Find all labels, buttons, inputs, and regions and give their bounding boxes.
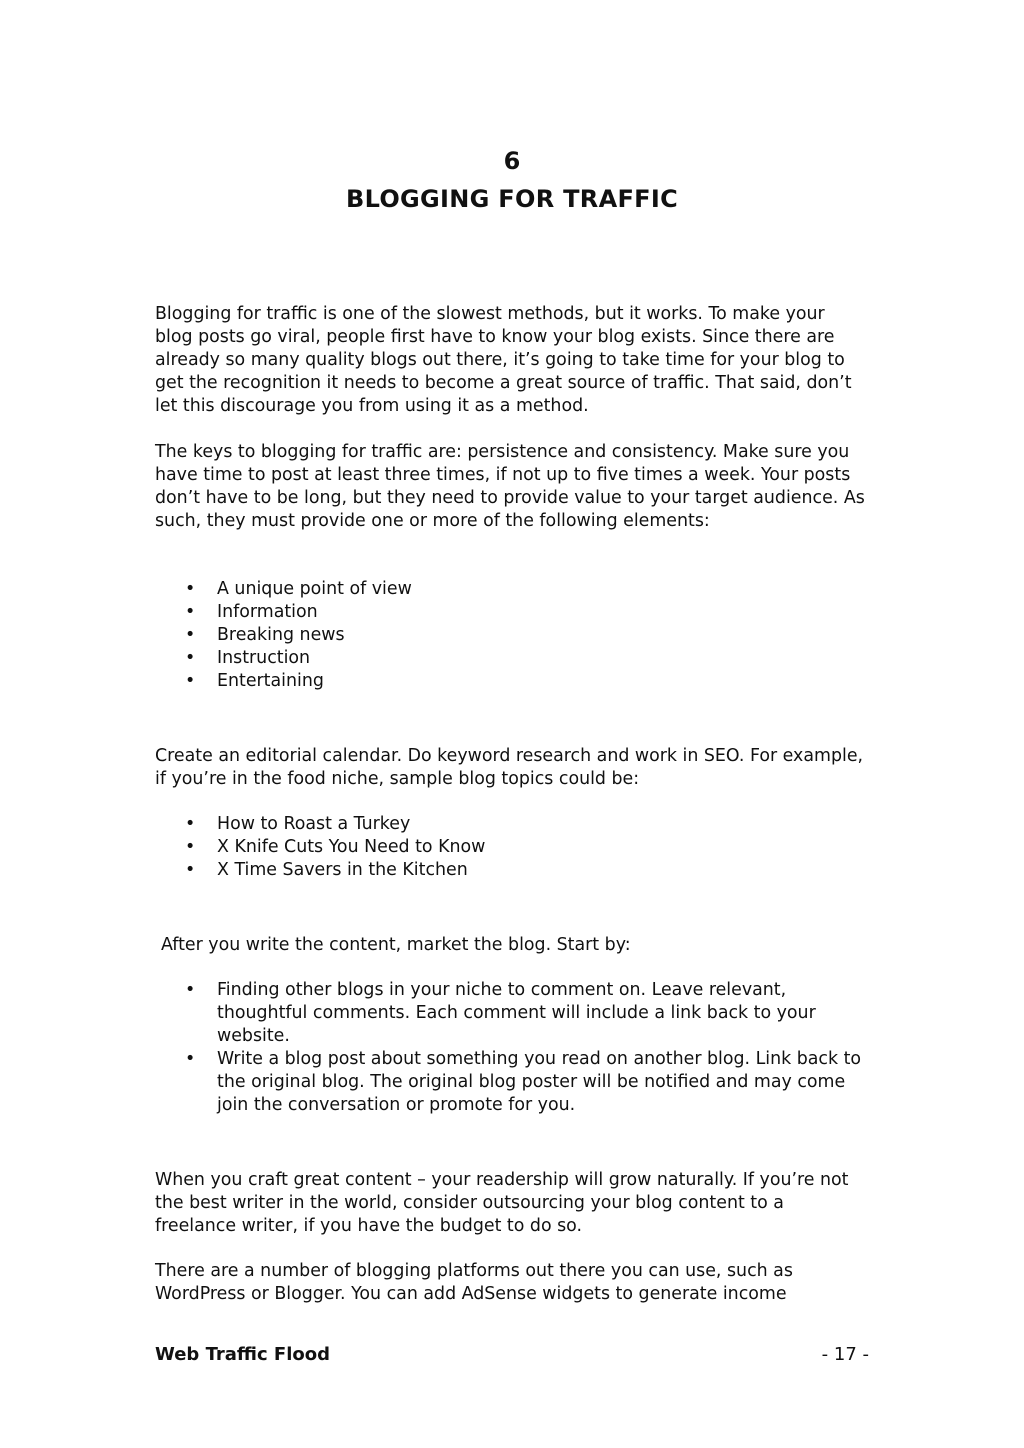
footer-title: Web Traffic Flood	[155, 1344, 330, 1365]
list-item: • A unique point of view	[185, 579, 412, 599]
bullet-icon: •	[185, 602, 196, 622]
chapter-number: 6	[503, 147, 521, 175]
list-item: • Breaking news	[185, 625, 345, 645]
bullet-icon: •	[185, 625, 196, 645]
paragraph-content: When you craft great content – your readership will grow naturally. If you’re not the best writer in the world, consider outsourcing your blog content to a freelance writer, if you have the budget to do so.	[155, 1170, 849, 1236]
list-item: • How to Roast a Turkey	[185, 814, 411, 834]
list-item: • Finding other blogs in your niche to comment on. Leave relevant, thoughtful comments. Each comment will include a link back to your website.	[185, 980, 816, 1046]
topics-list	[155, 813, 867, 882]
list-item: • Entertaining	[185, 671, 324, 691]
bullet-icon: •	[185, 980, 196, 1000]
bullet-icon: •	[185, 671, 196, 691]
marketing-list	[155, 979, 867, 1117]
list-item: • Instruction	[185, 648, 311, 668]
paragraph-intro: Blogging for traffic is one of the slowest methods, but it works. To make your blog posts go viral, people first have to know your blog exists. Since there are already so many quality blogs out there, it’s going to take time for your blog to get the recognition it needs to become a great source of traffic. That said, don’t let this discourage you from using it as a method.	[155, 304, 852, 416]
bullet-icon: •	[185, 1049, 196, 1069]
list-item: • Write a blog post about something you read on another blog. Link back to the original blog. The original blog poster will be notified and may come join the conversation or promote for you.	[185, 1049, 862, 1115]
bullet-icon: •	[185, 579, 196, 599]
list-item: • X Time Savers in the Kitchen	[185, 860, 468, 880]
paragraph-calendar: Create an editorial calendar. Do keyword research and work in SEO. For example, if you’re in the food niche, sample blog topics could be:	[155, 746, 864, 789]
bullet-icon: •	[185, 648, 196, 668]
list-item: • X Knife Cuts You Need to Know	[185, 837, 486, 857]
paragraph-platforms: There are a number of blogging platforms out there you can use, such as WordPress or Blogger. You can add AdSense widgets to generate income	[155, 1261, 793, 1304]
page-number: - 17 -	[821, 1344, 869, 1365]
paragraph-keys: The keys to blogging for traffic are: persistence and consistency. Make sure you have time to post at least three times, if not up to five times a week. Your posts don’t have to be long, but they need to provide value to your target audience. As such, they must provide one or more of the following elements:	[155, 442, 865, 531]
list-item: • Information	[185, 602, 318, 622]
bullet-icon: •	[185, 814, 196, 834]
paragraph-market: After you write the content, market the blog. Start by:	[161, 935, 631, 955]
elements-list	[155, 578, 867, 693]
bullet-icon: •	[185, 860, 196, 880]
bullet-icon: •	[185, 837, 196, 857]
chapter-title: BLOGGING FOR TRAFFIC	[346, 185, 678, 213]
